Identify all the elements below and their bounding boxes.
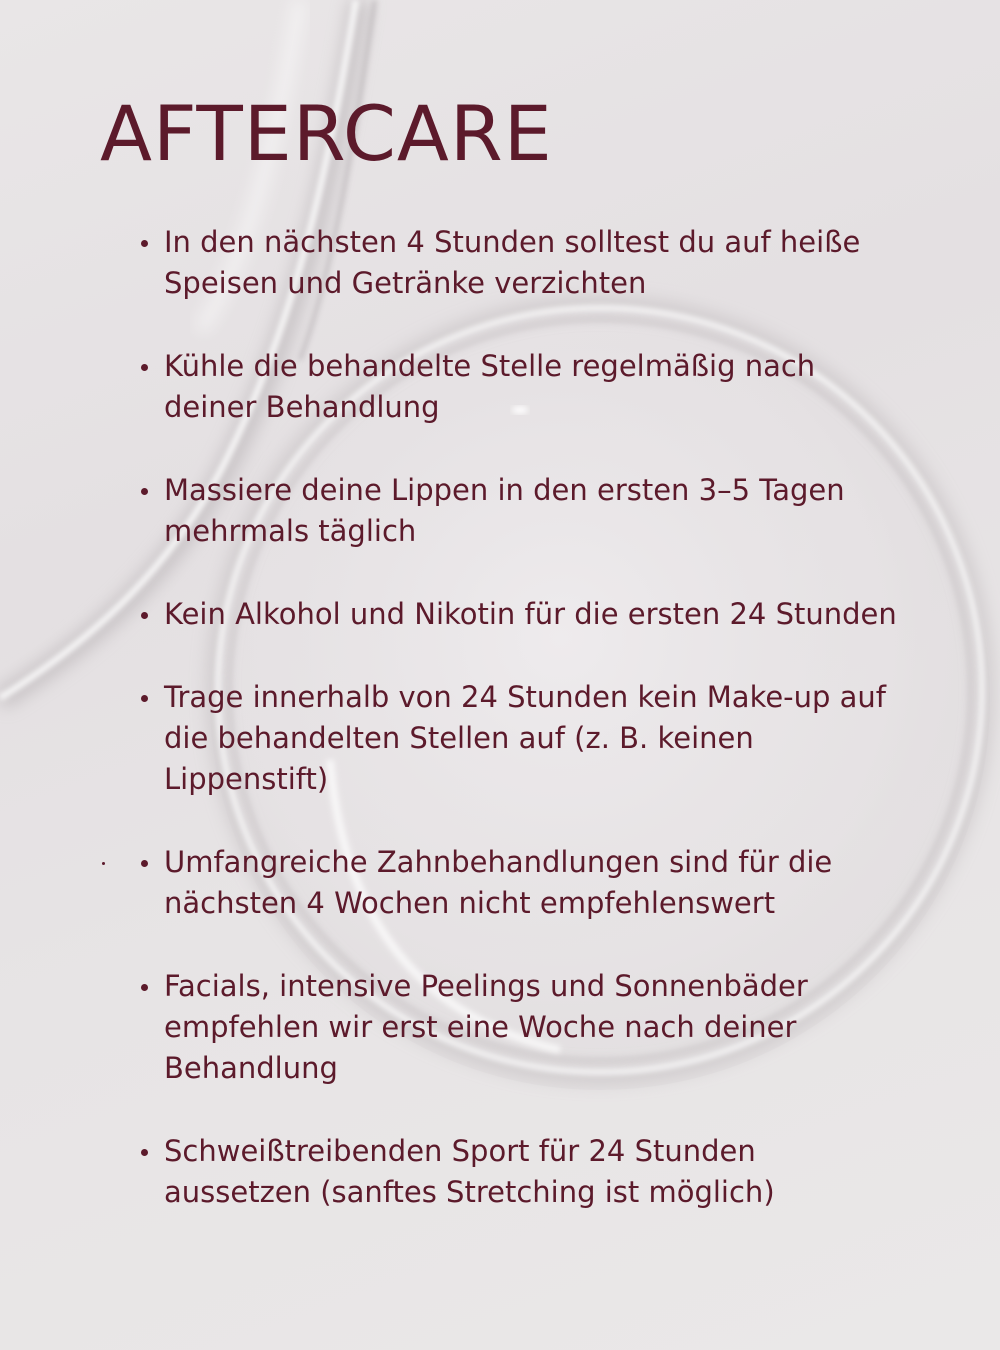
aftercare-list — [132, 222, 902, 1255]
list-item: Facials, intensive Peelings und Sonnenbäder empfehlen wir erst eine Woche nach deiner Behandlung — [132, 966, 902, 1089]
list-item: Massiere deine Lippen in den ersten 3–5 Tagen mehrmals täglich — [132, 470, 902, 552]
list-item: Kühle die behandelte Stelle regelmäßig nach deiner Behandlung — [132, 346, 902, 428]
list-item: Umfangreiche Zahnbehandlungen sind für die nächsten 4 Wochen nicht empfehlenswert — [132, 842, 902, 924]
list-item: Trage innerhalb von 24 Stunden kein Make-up auf die behandelten Stellen auf (z. B. keinen Lippenstift) — [132, 677, 902, 800]
page-title: AFTERCARE — [100, 89, 553, 178]
list-item: In den nächsten 4 Stunden solltest du auf heiße Speisen und Getränke verzichten — [132, 222, 902, 304]
list-item: Kein Alkohol und Nikotin für die ersten 24 Stunden — [132, 594, 902, 635]
list-item: Schweißtreibenden Sport für 24 Stunden aussetzen (sanftes Stretching ist möglich) — [132, 1131, 902, 1213]
stray-dot — [102, 862, 105, 865]
